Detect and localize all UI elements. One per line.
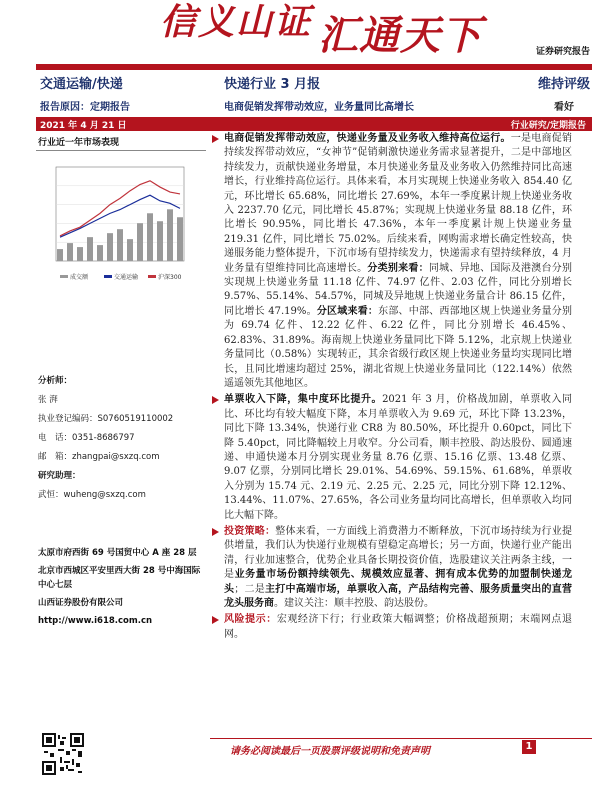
chart-volume-bar — [127, 239, 133, 261]
p3-bold-line1: 业务量市场份额持续领先、规模效应显著、拥有成本优势的加盟制快递龙头 — [224, 569, 572, 595]
address-taiyuan: 太原市府西街 69 号国贸中心 A 座 28 层 — [38, 548, 197, 558]
chart-volume-bar — [57, 249, 63, 261]
chart-title: 行业近一年市场表现 — [36, 133, 206, 151]
analyst-label: 分析师： — [38, 376, 73, 386]
report-tag: 证券研究报告 — [535, 47, 590, 57]
chart-volume-bar — [67, 243, 73, 261]
p1-heading-category: 分类别来看： — [367, 262, 429, 274]
paragraph-risk — [212, 613, 572, 642]
industry-label: 交通运输/快递 — [40, 77, 123, 92]
sidebar — [36, 133, 206, 753]
p1-text-category: 同城、异地、国际及港澳台分别实现规上快递业务量 11.18 亿件、74.97 亿件、2.03 亿件，同比分别增长 9.57%、55.14%、54.57%，同城及异地规上快递业务量合计 86.15 亿件，同比增长 47.19%。 — [224, 262, 573, 317]
p4-text: 宏观经济下行；行业政策大幅调整；价格战超预期；末端网点退网。 — [224, 614, 572, 640]
title-row — [40, 73, 590, 93]
address-beijing: 北京市西城区平安里西大街 28 号中海国际中心七层 — [38, 566, 201, 590]
paragraph-business-volume — [212, 132, 572, 391]
rating-value: 看好 — [554, 102, 574, 113]
qr-code-icon — [42, 733, 84, 775]
chart-volume-bar — [157, 221, 163, 261]
paragraph-unit-revenue — [212, 393, 572, 523]
p3-text: 整体来看，一方面线上消费潜力不断释放，下沉市场持续为行业提供增量，我们认为快递行业规模有望稳定高增长；另一方面，快递行业产能出清，行业加速整合，优势企业具备长期投资价值，选股建议关注两条主线，一是 — [224, 525, 573, 581]
chart-volume-bar — [147, 213, 153, 261]
paragraph-investment-strategy — [212, 525, 572, 611]
analyst-cert: 执业登记编码：S0760519110002 — [38, 414, 174, 424]
p1-heading-region: 分区域来看： — [316, 305, 379, 317]
company-name: 山西证券股份有限公司 — [38, 598, 124, 608]
analyst-block — [38, 375, 206, 508]
banner-slogan-right: 汇通天下 — [318, 12, 482, 59]
subtitle-row — [40, 98, 590, 114]
company-website[interactable]: http://www.i618.com.cn — [38, 616, 153, 626]
chart-legend-label: 交通运输 — [114, 274, 139, 281]
rating-label: 维持评级 — [537, 77, 590, 92]
chart-volume-bar — [167, 209, 173, 261]
address-block — [38, 546, 206, 632]
assistant-label: 研究助理： — [38, 471, 81, 481]
p4-heading: 风险提示： — [224, 614, 277, 626]
bullet-arrow-icon — [212, 616, 219, 624]
report-body — [212, 132, 572, 644]
chart-volume-bar — [137, 223, 143, 261]
page-number: 1 — [522, 740, 536, 754]
p3-heading: 投资策略： — [224, 525, 276, 537]
market-chart — [36, 153, 204, 285]
p1-text-region: 东部、中部、西部地区规上快递业务量分别为 69.74 亿件、12.22 亿件、6.22 亿件，同比分别增长 46.45%、62.83%、31.89%。海南规上快递业务量同比下降 5.12%，北京规上快递业务量同比（0.58%）实现转正，其余省级行政区规上快递业务量均实现同比增长，且同比增速均超过 25%，湖北省规上快递业务量同比（122.14%）依然遥遥领先其他地区。 — [224, 305, 573, 389]
bullet-arrow-icon — [212, 396, 219, 404]
top-divider — [36, 64, 592, 70]
analyst-email[interactable]: 邮 箱：zhangpai@sxzq.com — [38, 452, 160, 462]
chart-volume-bar — [117, 229, 123, 261]
chart-volume-bar — [77, 247, 83, 261]
p1-text: 一是电商促销持续发挥带动效应，“女神节”促销刺激快递业务需求显著提升，二是中部地区持续发力，贡献快递业务增量，本月快递业务量及业务收入仍然维持同比高速增长，行业维持高位运行。具体来看，本月实现规上快递业务收入 854.40 亿元，环比增长 65.68%，同比增长 27.69%，本年一季度累计规上快递业务收入 2237.70 亿元，同比增长 45.87%；实现规上快递业务量 88.18 亿件，环比增长 90.95%，同比增长 47.36%，本年一季度累计规上快递业务量 219.31 亿件，同比增长 75.02%。后续来看，网购需求增长确定性较高，快递服务能力整体提升，下沉市场有望持续发力，快递需求有望持续释放，4 月业务量有望维持同比高速增长。 — [224, 133, 573, 274]
p3-text3: 。建议关注：顺丰控股、韵达股份。 — [274, 598, 434, 609]
report-date: 2021 年 4 月 21 日 — [40, 121, 127, 131]
chart-volume-bar — [97, 245, 103, 261]
header-banner — [0, 0, 600, 62]
banner-slogan-left: 信义山证 — [160, 1, 313, 43]
chart-legend-swatch — [60, 275, 68, 278]
chart-volume-bar — [177, 217, 183, 261]
market-chart-svg — [36, 153, 204, 285]
footer-disclaimer[interactable]: 请务必阅读最后一页股票评级说明和免责声明 — [230, 746, 430, 757]
date-bar — [36, 117, 592, 131]
chart-legend-label: 成交额 — [70, 274, 89, 281]
report-type: 行业研究/定期报告 — [510, 121, 586, 131]
p3-text2: ；二是 — [234, 583, 265, 595]
chart-volume-bar — [107, 233, 113, 261]
report-title: 快递行业 3 月报 — [224, 77, 321, 92]
p2-heading: 单票收入下降，集中度环比提升。 — [224, 394, 383, 406]
report-subtitle: 电商促销发挥带动效应，业务量同比高增长 — [224, 102, 414, 113]
report-reason: 报告原因：定期报告 — [40, 102, 130, 113]
chart-legend-swatch — [104, 275, 112, 278]
bullet-arrow-icon — [212, 528, 219, 536]
analyst-name: 张 湃 — [38, 395, 58, 405]
chart-legend-label: 沪深300 — [158, 274, 182, 281]
footer-divider — [210, 738, 592, 739]
chart-legend-swatch — [148, 275, 156, 278]
p3-bold-line2: 主打中高端市场，单票收入高，产品结构完善、服务质量突出的直营龙头服务商 — [224, 583, 573, 609]
assistant-info[interactable]: 武恒：wuheng@sxzq.com — [38, 490, 146, 500]
chart-volume-bar — [87, 237, 93, 261]
p2-text: 2021 年 3 月，价格战加剧，单票收入同比、环比均有较大幅度下降，本月单票收入为 9.69 元，环比下降 13.23%，同比下降 13.34%，快递行业 CR8 为 80.50%，环比提升 0.60pct，同比下降 5.40pct，同比降幅较上月收窄。分公司看，顺丰控股、韵达股份、圆通速递、申通快递本月分别实现业务量 8.76 亿票、15.16 亿票、13.48 亿票、9.07 亿票，分别同比增长 29.01%、54.69%、59.15%、61.68%，单票收入分别为 15.74 元、2.19 元、2.25 元、2.25 元，同比分别下降 12.12%、13.44%、11.07%、27.65%，各公司业务量均同比高增长，但单票收入均同比大幅下降。 — [224, 394, 572, 521]
analyst-phone: 电 话：0351-8686797 — [38, 433, 135, 443]
bullet-arrow-icon — [212, 135, 219, 143]
p1-heading: 电商促销发挥带动效应，快递业务量及业务收入维持高位运行。 — [224, 133, 511, 144]
